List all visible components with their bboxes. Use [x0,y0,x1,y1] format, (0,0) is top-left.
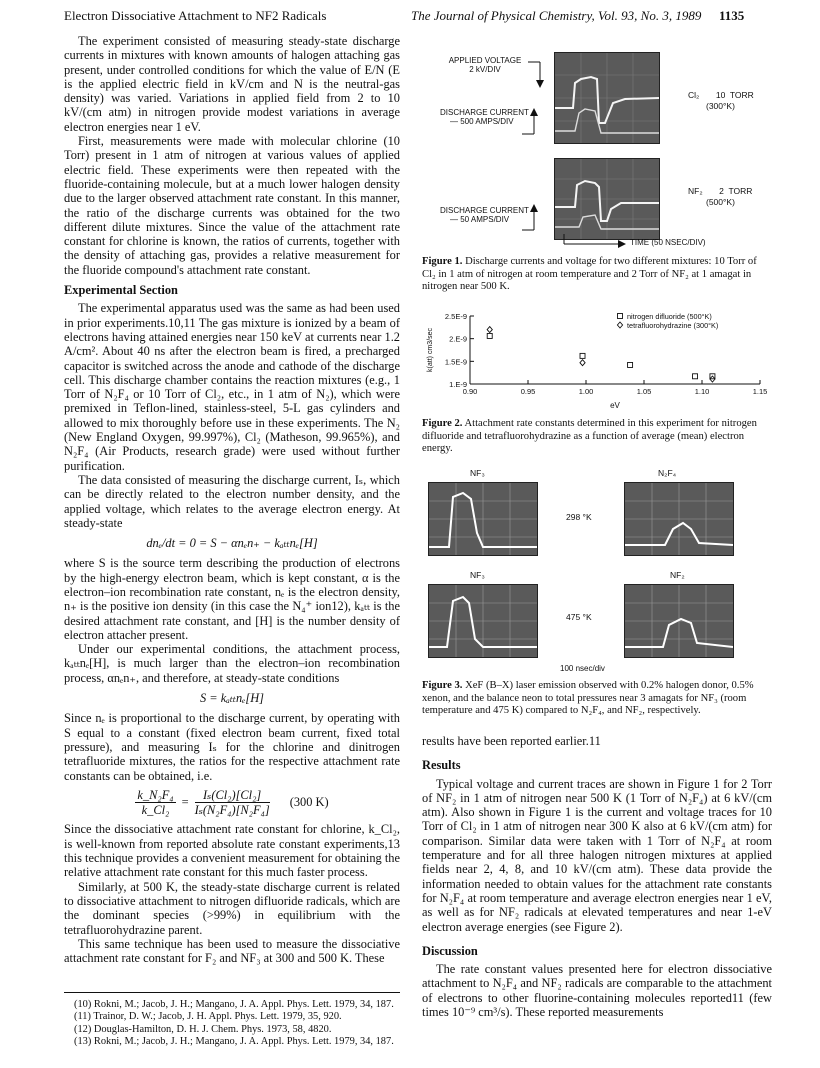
y-tick-label: 1.5E-9 [444,357,467,367]
reference-item: (11) Trainor, D. W.; Jacob, J. H. Appl. Phys. Lett. 1979, 35, 920. [74,1011,342,1023]
eq-condition: (300 K) [289,795,329,810]
reference-item: (12) Douglas-Hamilton, D. H. J. Chem. Phys. 1973, 58, 4820. [74,1023,332,1035]
panel-label-nf2: NF₂ [670,570,685,580]
voltage-arrow-icon [526,60,546,90]
paragraph: Under our experimental conditions, the attachment process, kₐₜₜnₑ[H], is much larger than the electron–ion recombination process, αnₑn₊, and therefore, at steady-state conditions [64,642,400,685]
eq-lhs-denominator: k_Cl₂ [141,803,170,818]
eq-rhs-numerator: Iₛ(Cl₂)[Cl₂] [195,788,270,803]
oscilloscope-trace-cl2 [554,52,660,144]
discharge-current-label-1: DISCHARGE CURRENT — 500 AMPS/DIV [440,108,529,126]
figure-2-caption-label: Figure 2. [422,418,463,429]
figure-2-caption-text: Attachment rate constants determined in this experiment for nitrogen difluoride and tetrafluorohydrazine as a function of average (mean) electron energy. [422,418,757,455]
time-axis-label: TIME (50 NSEC/DIV) [630,238,706,247]
panel-label-nf3-298: NF₃ [470,468,485,478]
trace-temp-nf2: (500°K) [706,197,735,207]
right-column [422,734,772,1019]
temperature-label-298: 298 °K [566,512,592,522]
paragraph: The experimental apparatus used was the same as had been used in prior experiments.10,11 The gas mixture is ionized by a beam of electrons having attained energies near 150 keV at currents near 1.2 A/cm². About 40 ns after the electron beam is fired, a precharged capacitor is switched across the anode and cathode of the discharge cell. This discharge chamber contains the reaction mixtures (e.g., 1 Torr of N₂F₄ or 10 Torr of Cl₂, etc., in 1 atm of N₂), which were premixed in Teflon-lined, stainless-steel, 5-L gas cylinders and allowed to mix thoroughly before use in these experiments. The N₂ (New England Oxygen, 99.997%), Cl₂ (Matheson, 99.965%), and N₂F₄ (Air Products, research grade) were used without further purification. [64,301,400,473]
x-tick-label: 1.10 [694,387,710,396]
panel-label-nf3-475: NF₃ [470,570,485,580]
page-number: 1135 [719,8,745,23]
laser-emission-nf3-298 [428,482,538,556]
y-tick-label: 1.E-9 [449,380,467,389]
data-point [487,333,492,338]
trace-label-cl2: Cl₂ 10 TORR [688,90,754,100]
applied-voltage-label: APPLIED VOLTAGE 2 kV/DIV [448,56,522,74]
paragraph: results have been reported earlier.11 [422,734,601,748]
eq-rhs-denominator: Iₛ(N₂F₄)[N₂F₄] [194,803,270,818]
y-axis-label: k(att) cm3/sec [427,328,434,372]
paragraph: This same technique has been used to measure the dissociative attachment rate constant for F₂ and NF₃ at 300 and 500 K. These [64,936,400,966]
paragraph: where S is the source term describing the production of electrons by the high-energy electron beam, which is kept constant, α is the electron–ion recombination rate constant, nₑ is the electron density, n₊ is the positive ion density (in this case the N₄⁺ ion12), kₐₜₜ is the desired attachment rate constant, and [H] is the number density of electron attacher present. [64,556,400,642]
data-point [487,327,492,333]
y-tick-label: 2.5E-9 [444,312,467,321]
figure-1-caption-text: Discharge currents and voltage for two different mixtures: 10 Torr of Cl₂ in 1 atm of nitrogen at room temperature and 2 Torr of NF₂ at 1 amagat in nitrogen near 500 K. [422,256,757,293]
laser-emission-nf3-475 [428,584,538,658]
running-header-title: Electron Dissociative Attachment to NF2 Radicals [64,8,327,23]
paragraph: The rate constant values presented here for electron dissociative attachment to N₂F₄ and NF₂ radicals are comparable to the attachment of electrons to other fluorine-containing molecules reported11 (few times 10⁻⁹ cm³/s). These reported measurements [422,962,772,1020]
y-tick-label: 2.E-9 [449,334,467,344]
reference-item: (13) Rokni, M.; Jacob, J. H.; Mangano, J. A. Appl. Phys. Lett. 1979, 34, 187. [74,1036,394,1048]
left-column [64,34,400,965]
x-tick-label: 0.90 [462,387,478,396]
paragraph: The experiment consisted of measuring steady-state discharge currents in mixtures with known amounts of halogen attaching gas present, under controlled conditions for which the value of E/N (E is the applied electric field in kV/cm and N is the neutral-gas density) was varied. Variations in applied field from 2 to 10 kV/(cm atm) in nitrogen provide modest variations in average electron energies near 1 eV. [64,34,400,134]
figure-3-caption [422,680,772,718]
legend-marker [618,314,623,319]
paragraph: Since the dissociative attachment rate constant for chlorine, k_Cl₂, is well-known from reported absolute rate constant experiments,13 this technique provides a convenient measurement for obtaining the relative attachment rate constant for this much faster process. [64,822,400,880]
equation-rate: dnₑ/dt = 0 = S − αnₑn₊ − kₐₜₜnₑ[H] [146,536,318,551]
equation-steady-state: S = kₐₜₜnₑ[H] [199,691,265,706]
eq-lhs-numerator: k_N₂F₄ [137,787,174,802]
timebase-label: 100 nsec/div [560,664,605,673]
laser-emission-nf2 [624,584,734,658]
figure-3-caption-text: XeF (B–X) laser emission observed with 0.2% halogen donor, 0.5% xenon, and the balance neon to total pressures near 3 amagats for NF₃ (room temperature and 475 K) compared to N₂F₄, and NF₂, respectively. [422,680,754,717]
figure-3-caption-label: Figure 3. [422,680,463,691]
data-point [580,353,585,358]
laser-emission-n2f4 [624,482,734,556]
running-header-journal: The Journal of Physical Chemistry, Vol. 93, No. 3, 1989 [411,8,702,23]
time-arrow-icon [562,232,628,250]
paragraph: First, measurements were made with molecular chlorine (10 Torr) present in 1 atm of nitrogen at various values of applied electric field. These experiments were then repeated with the fluoride-containing molecule, but at a much lower halogen density due to the larger observed attachment rate constant. In this manner, the ratio of the discharge currents was obtained for the two different dilute mixtures. Since the value of the attachment rate constant for chlorine is known, the ratios of currents, together with the density of attaching gas, provides a relative measurement for the fluoride compound's attachment rate constant. [64,134,400,277]
x-tick-label: 0.95 [520,387,536,396]
x-tick-label: 1.00 [578,387,594,396]
temperature-label-475: 475 °K [566,612,592,622]
current-arrow-icon [520,106,540,136]
equation-ratio: $\frac{\text{k\_N₂F₄}}{\text{k\_Cl₂}}$ = $\frac{\text{Iₛ(Cl₂)[Cl₂]}}{\text{Iₛ(N₂F₄)[N₂F₄]}}$ (300 K) [137,787,329,818]
x-axis-label: eV [610,401,620,410]
oscilloscope-trace-nf2 [554,158,660,240]
figure-1-caption-label: Figure 1. [422,256,463,267]
discharge-current-label-2: DISCHARGE CURRENT — 50 AMPS/DIV [440,206,529,224]
trace-label-nf2: NF₂ 2 TORR [688,186,753,196]
figure-1-caption [422,256,772,294]
current-arrow-icon [520,202,540,232]
figure-2-chart [422,306,778,418]
paragraph: Since nₑ is proportional to the discharge current, by operating with S equal to a constant (fixed electron beam current, fixed total pressure), and measuring Iₛ for the chlorine and dinitrogen tetrafluoride mixtures, the ratios for the respective attachment rate constants can be obtained, i.e. [64,711,400,783]
x-tick-label: 1.05 [636,387,652,396]
legend-label: tetrafluorohydrazine (300°K) [627,321,719,330]
data-point [628,362,633,367]
data-point [580,360,585,366]
paragraph: Typical voltage and current traces are shown in Figure 1 for 2 Torr of NF₂ in 1 atm of nitrogen near 500 K (1 Torr of N₂F₄) at 6 kV/(cm atm). Also shown in Figure 1 is the current and voltage traces for 10 Torr of Cl₂ in 1 atm of nitrogen near 300 K also at 6 kV/(cm atm) for comparison. Similar data were taken with 1 Torr of N₂F₄ at room temperature and for all three halogen nitrogen mixtures at applied fields near 2, 4, 8, and 10 kV/(cm atm). These data provide the information needed to obtain values for the attachment rate constants for N₂F₄ at room temperature and average electron energies near 1 eV, as well as for NF₂ radicals at elevated temperatures and near 1-eV electron average energies (see Figure 2). [422,776,772,934]
data-point [693,374,698,379]
reference-list [64,999,400,1049]
section-heading-experimental: Experimental Section [64,283,178,298]
legend-label: nitrogen difluoride (500°K) [627,312,712,321]
paragraph: Similarly, at 500 K, the steady-state discharge current is related to dissociative attachment to nitrogen difluoride radicals, which are the dominant species (>99%) in equilibrium with the tetrafluorohydrazine parent. [64,879,400,937]
paragraph: The data consisted of measuring the discharge current, Iₛ, which can be directly related to the electron number density, and the applied voltage, which relates to the average electron energy. At steady-state [64,472,400,530]
trace-temp-cl2: (300°K) [706,101,735,111]
section-heading-results: Results [422,758,461,773]
x-tick-label: 1.15 [752,387,768,396]
reference-item: (10) Rokni, M.; Jacob, J. H.; Mangano, J. A. Appl. Phys. Lett. 1979, 34, 187. [74,999,394,1010]
footnote-rule [64,992,400,993]
panel-label-n2f4: N₂F₄ [658,468,677,478]
figure-2-caption [422,418,772,456]
legend-marker [617,322,622,328]
section-heading-discussion: Discussion [422,943,478,958]
